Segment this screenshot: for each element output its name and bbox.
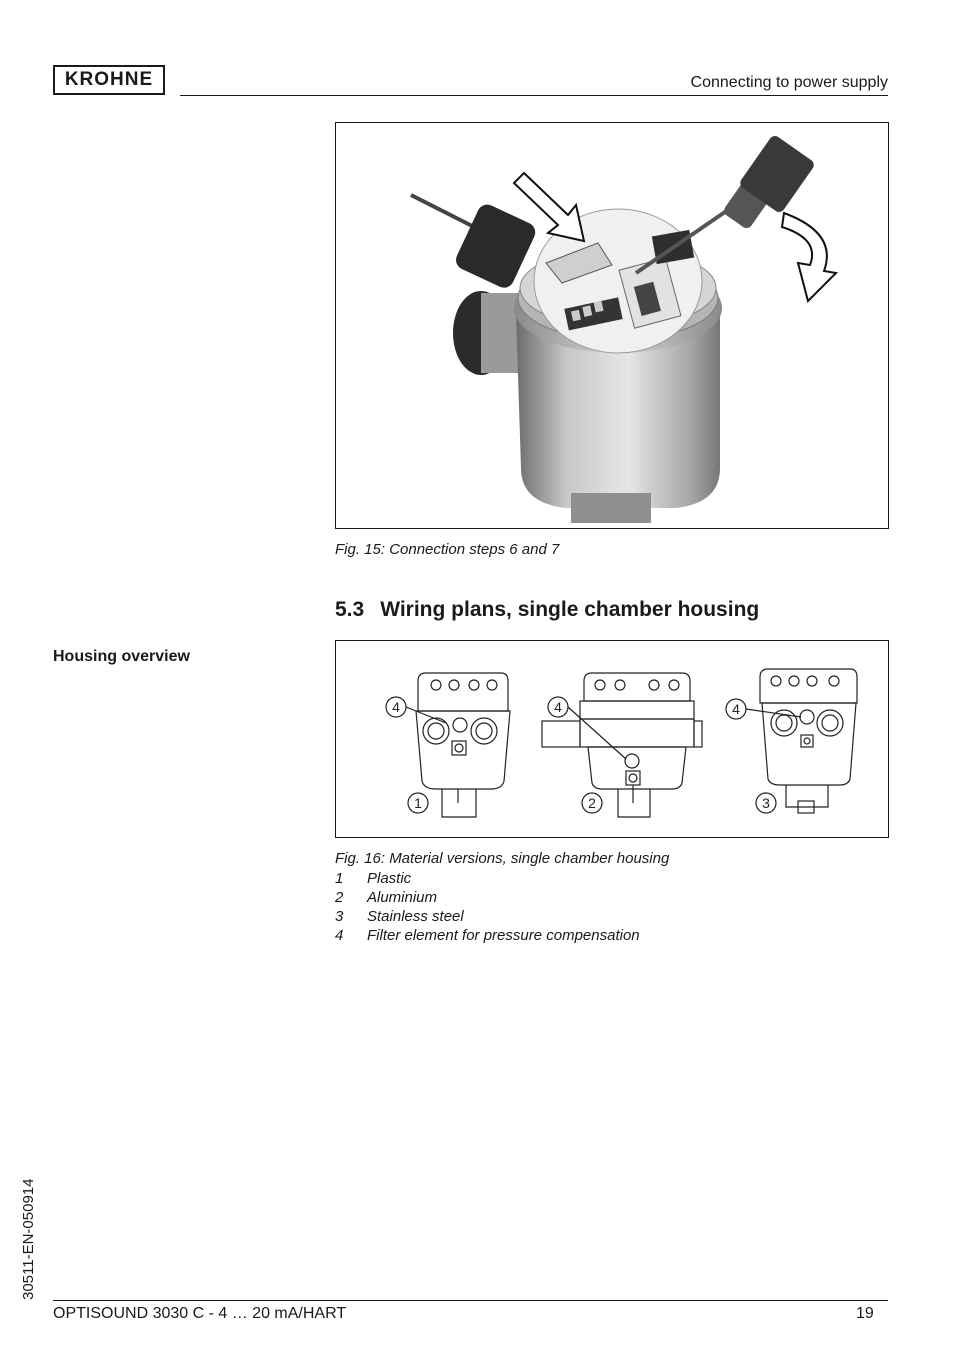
krohne-logo: KROHNE [53, 65, 165, 95]
housing-aluminium [542, 673, 702, 817]
legend-item-2: 2 Aluminium [335, 889, 438, 906]
marker-4-label: 4 [392, 699, 400, 715]
legend-item-3: 3 Stainless steel [335, 908, 464, 925]
figure-15-caption: Fig. 15: Connection steps 6 and 7 [335, 541, 560, 558]
figure-16-box [335, 640, 889, 838]
connection-steps-illustration [336, 123, 888, 528]
marker-4-label: 4 [732, 701, 740, 717]
marker-3-label: 3 [762, 795, 770, 811]
marker-1-label: 1 [414, 795, 422, 811]
section-title: Wiring plans, single chamber housing [380, 598, 760, 621]
header-rule [180, 95, 888, 96]
footer-rule [53, 1300, 888, 1301]
page-number: 19 [856, 1305, 874, 1322]
housing-stainless-steel [760, 669, 857, 813]
figure-16-caption: Fig. 16: Material versions, single chamber housing [335, 850, 670, 867]
legend-item-1: 1 Plastic [335, 870, 412, 887]
housing-versions-drawing [336, 641, 888, 837]
section-heading [335, 598, 759, 622]
section-number: 5.3 [335, 598, 365, 621]
legend-item-4: 4 Filter element for pressure compensation [335, 927, 640, 944]
document-id: 30511-EN-050914 [20, 1178, 37, 1300]
figure-15-box [335, 122, 889, 529]
marker-4-label: 4 [554, 699, 562, 715]
marker-2-label: 2 [588, 795, 596, 811]
footer-product: OPTISOUND 3030 C - 4 … 20 mA/HART [53, 1305, 347, 1322]
header-section-title: Connecting to power supply [690, 74, 888, 91]
housing-plastic [416, 673, 510, 817]
sidebar-heading: Housing overview [53, 648, 190, 665]
